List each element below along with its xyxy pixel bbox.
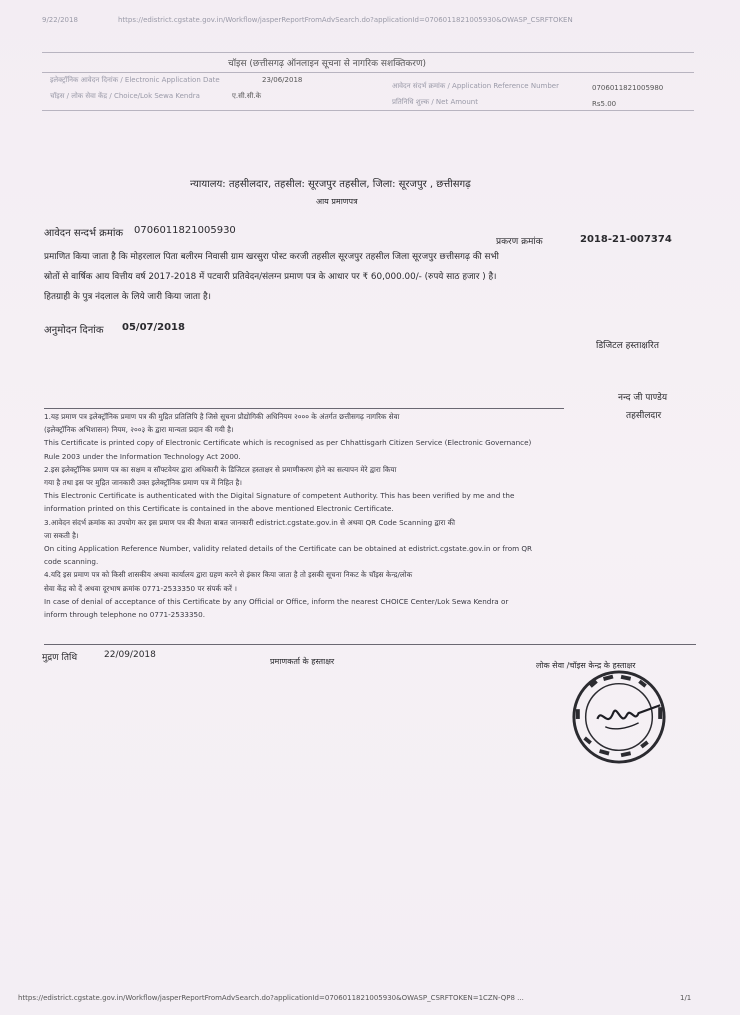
app-ref-label: आवेदन सन्दर्भ क्रमांक <box>44 228 124 239</box>
app-date-label: इलेक्ट्रॉनिक आवेदन दिनांक / Electronic Application Date <box>50 76 220 84</box>
top-box-title: चॉइस (छत्तीसगढ़ ऑनलाइन सूचना से नागरिक सशक्तिकरण) <box>228 59 426 69</box>
kendra-value: ए.सी.सी.के <box>232 92 262 100</box>
note-line: जा सकती है। <box>44 530 79 540</box>
court-heading: न्यायालय: तहसीलदार, तहसील: सूरजपुर तहसील, जिला: सूरजपुर , छत्तीसगढ़ <box>190 179 471 190</box>
note-line: 4.यदि इस प्रमाण पत्र को किसी शासकीय अथवा कार्यालय द्वारा ग्रहण करने से इंकार किया जाता है तो इसकी सूचना निकट के चॉइस केन्द्र/लोक <box>44 570 413 580</box>
notes-top-rule <box>44 408 564 409</box>
note-line: (इलेक्ट्रॉनिक अभिशासन) नियम, २००३ के द्वारा मान्यता प्रदान की गयी है। <box>44 425 234 435</box>
officer-name: नन्द जी पाण्डेय <box>618 393 668 403</box>
footer-url: https://edistrict.cgstate.gov.in/Workflow/jasperReportFromAdvSearch.do?applicationId=0706011821005930&OWASP_CSRFTOKEN=1CZN-QP8 ... <box>18 994 524 1002</box>
footer-page-number: 1/1 <box>680 994 692 1002</box>
note-line: This Electronic Certificate is authenticated with the Digital Signature of competent Authority. This has been verified by me and the <box>44 491 515 501</box>
ref-no-value: 0706011821005980 <box>592 84 664 92</box>
note-line: 3.आवेदन संदर्भ क्रमांक का उपयोग कर इस प्रमाण पत्र की वैधता बाबत जानकारी edistrict.cgstate.gov.in से अथवा QR Code Scanning द्वारा की <box>44 517 455 527</box>
browser-print-date: 9/22/2018 <box>42 16 78 24</box>
top-box-rule <box>42 72 694 73</box>
note-line: सेवा केंद्र को दें अथवा दूरभाष क्रमांक 0771-2533350 पर संपर्क करें । <box>44 583 237 593</box>
note-line: गया है तथा इस पर मुद्रित जानकारी उक्त इलेक्ट्रॉनिक प्रमाण पत्र में निहित है। <box>44 478 243 488</box>
note-line: 1.यह प्रमाण पत्र इलेक्ट्रॉनिक प्रमाण पत्र की मुद्रित प्रतिलिपि है जिसे सूचना प्रौद्योगिकी अधिनियम २००० के अंतर्गत छत्तीसगढ़ नागरिक सेवा <box>44 412 400 421</box>
approval-label: अनुमोदन दिनांक <box>44 325 104 336</box>
top-box-rule <box>42 52 694 53</box>
print-date-label: मुद्रण तिथि <box>42 653 78 663</box>
note-line: Rule 2003 under the Information Technology Act 2000. <box>44 451 241 461</box>
case-number: 2018-21-007374 <box>580 234 672 245</box>
kendra-label: चॉइस / लोक सेवा केंद्र / Choice/Lok Sewa Kendra <box>50 92 200 100</box>
kendra-signature-label: लोक सेवा /चॉइस केन्द्र के हस्ताक्षर <box>536 661 636 670</box>
note-line: information printed on this Certificate is contained in the above mentioned Electronic Certificate. <box>44 504 394 514</box>
note-line: This Certificate is printed copy of Electronic Certificate which is recognised as per Chhattisgarh Citizen Service (Electronic Governance) <box>44 438 532 448</box>
fee-value: Rs5.00 <box>592 100 617 108</box>
case-label: प्रकरण क्रमांक <box>496 237 543 247</box>
digital-sign-label: डिजिटल हस्ताक्षरित <box>596 341 659 351</box>
body-line-1: प्रमाणित किया जाता है कि मोहरलाल पिता बलीरम निवासी ग्राम खरसुरा पोस्ट करजी तहसील सूरजपुर तहसील जिला सूरजपुर छत्तीसगढ़ की सभी <box>44 252 499 262</box>
notes-block <box>44 410 564 621</box>
print-date: 22/09/2018 <box>104 650 156 660</box>
approval-date: 05/07/2018 <box>122 322 185 333</box>
official-seal-stamp <box>570 668 668 766</box>
body-line-3: हितग्राही के पुत्र नंदलाल के लिये जारी किया जाता है। <box>44 292 211 302</box>
fee-label: प्रतिनिधि शुल्क / Net Amount <box>392 98 478 106</box>
top-box-rule <box>42 110 694 111</box>
ref-no-label: आवेदन संदर्भ क्रमांक / Application Reference Number <box>392 82 559 90</box>
app-ref-number: 0706011821005930 <box>134 225 236 236</box>
notes-bottom-rule <box>44 644 696 645</box>
note-line: 2.इस इलेक्ट्रॉनिक प्रमाण पत्र का सक्षम व सॉफ्टवेयर द्वारा अधिकारी के डिजिटल हस्ताक्षर से प्रमाणीकरण होने का सत्यापन मेरे द्वारा किया <box>44 464 397 474</box>
app-date-value: 23/06/2018 <box>262 76 303 84</box>
issuer-signature-label: प्रमाणकर्ता के हस्ताक्षर <box>270 657 335 666</box>
note-line: inform through telephone no 0771-2533350. <box>44 610 205 620</box>
body-line-2: स्रोतों से वार्षिक आय वित्तीय वर्ष 2017-2018 में पटवारी प्रतिवेदन/संलग्न प्रमाण पत्र के आधार पर ₹ 60,000.00/- (रुपये साठ हजार ) है। <box>44 272 497 282</box>
note-line: In case of denial of acceptance of this Certificate by any Official or Office, inform the nearest CHOICE Center/Lok Sewa Kendra or <box>44 596 509 606</box>
note-line: On citing Application Reference Number, validity related details of the Certificate can be obtained at edistrict.cgstate.gov.in or from QR <box>44 544 533 554</box>
officer-designation: तहसीलदार <box>626 411 662 421</box>
note-line: code scanning. <box>44 557 99 567</box>
browser-print-url: https://edistrict.cgstate.gov.in/Workflow/jasperReportFromAdvSearch.do?applicationId=0706011821005930&OWASP_CSRFTOKEN <box>118 16 573 24</box>
certificate-type: आय प्रमाणपत्र <box>316 197 358 206</box>
